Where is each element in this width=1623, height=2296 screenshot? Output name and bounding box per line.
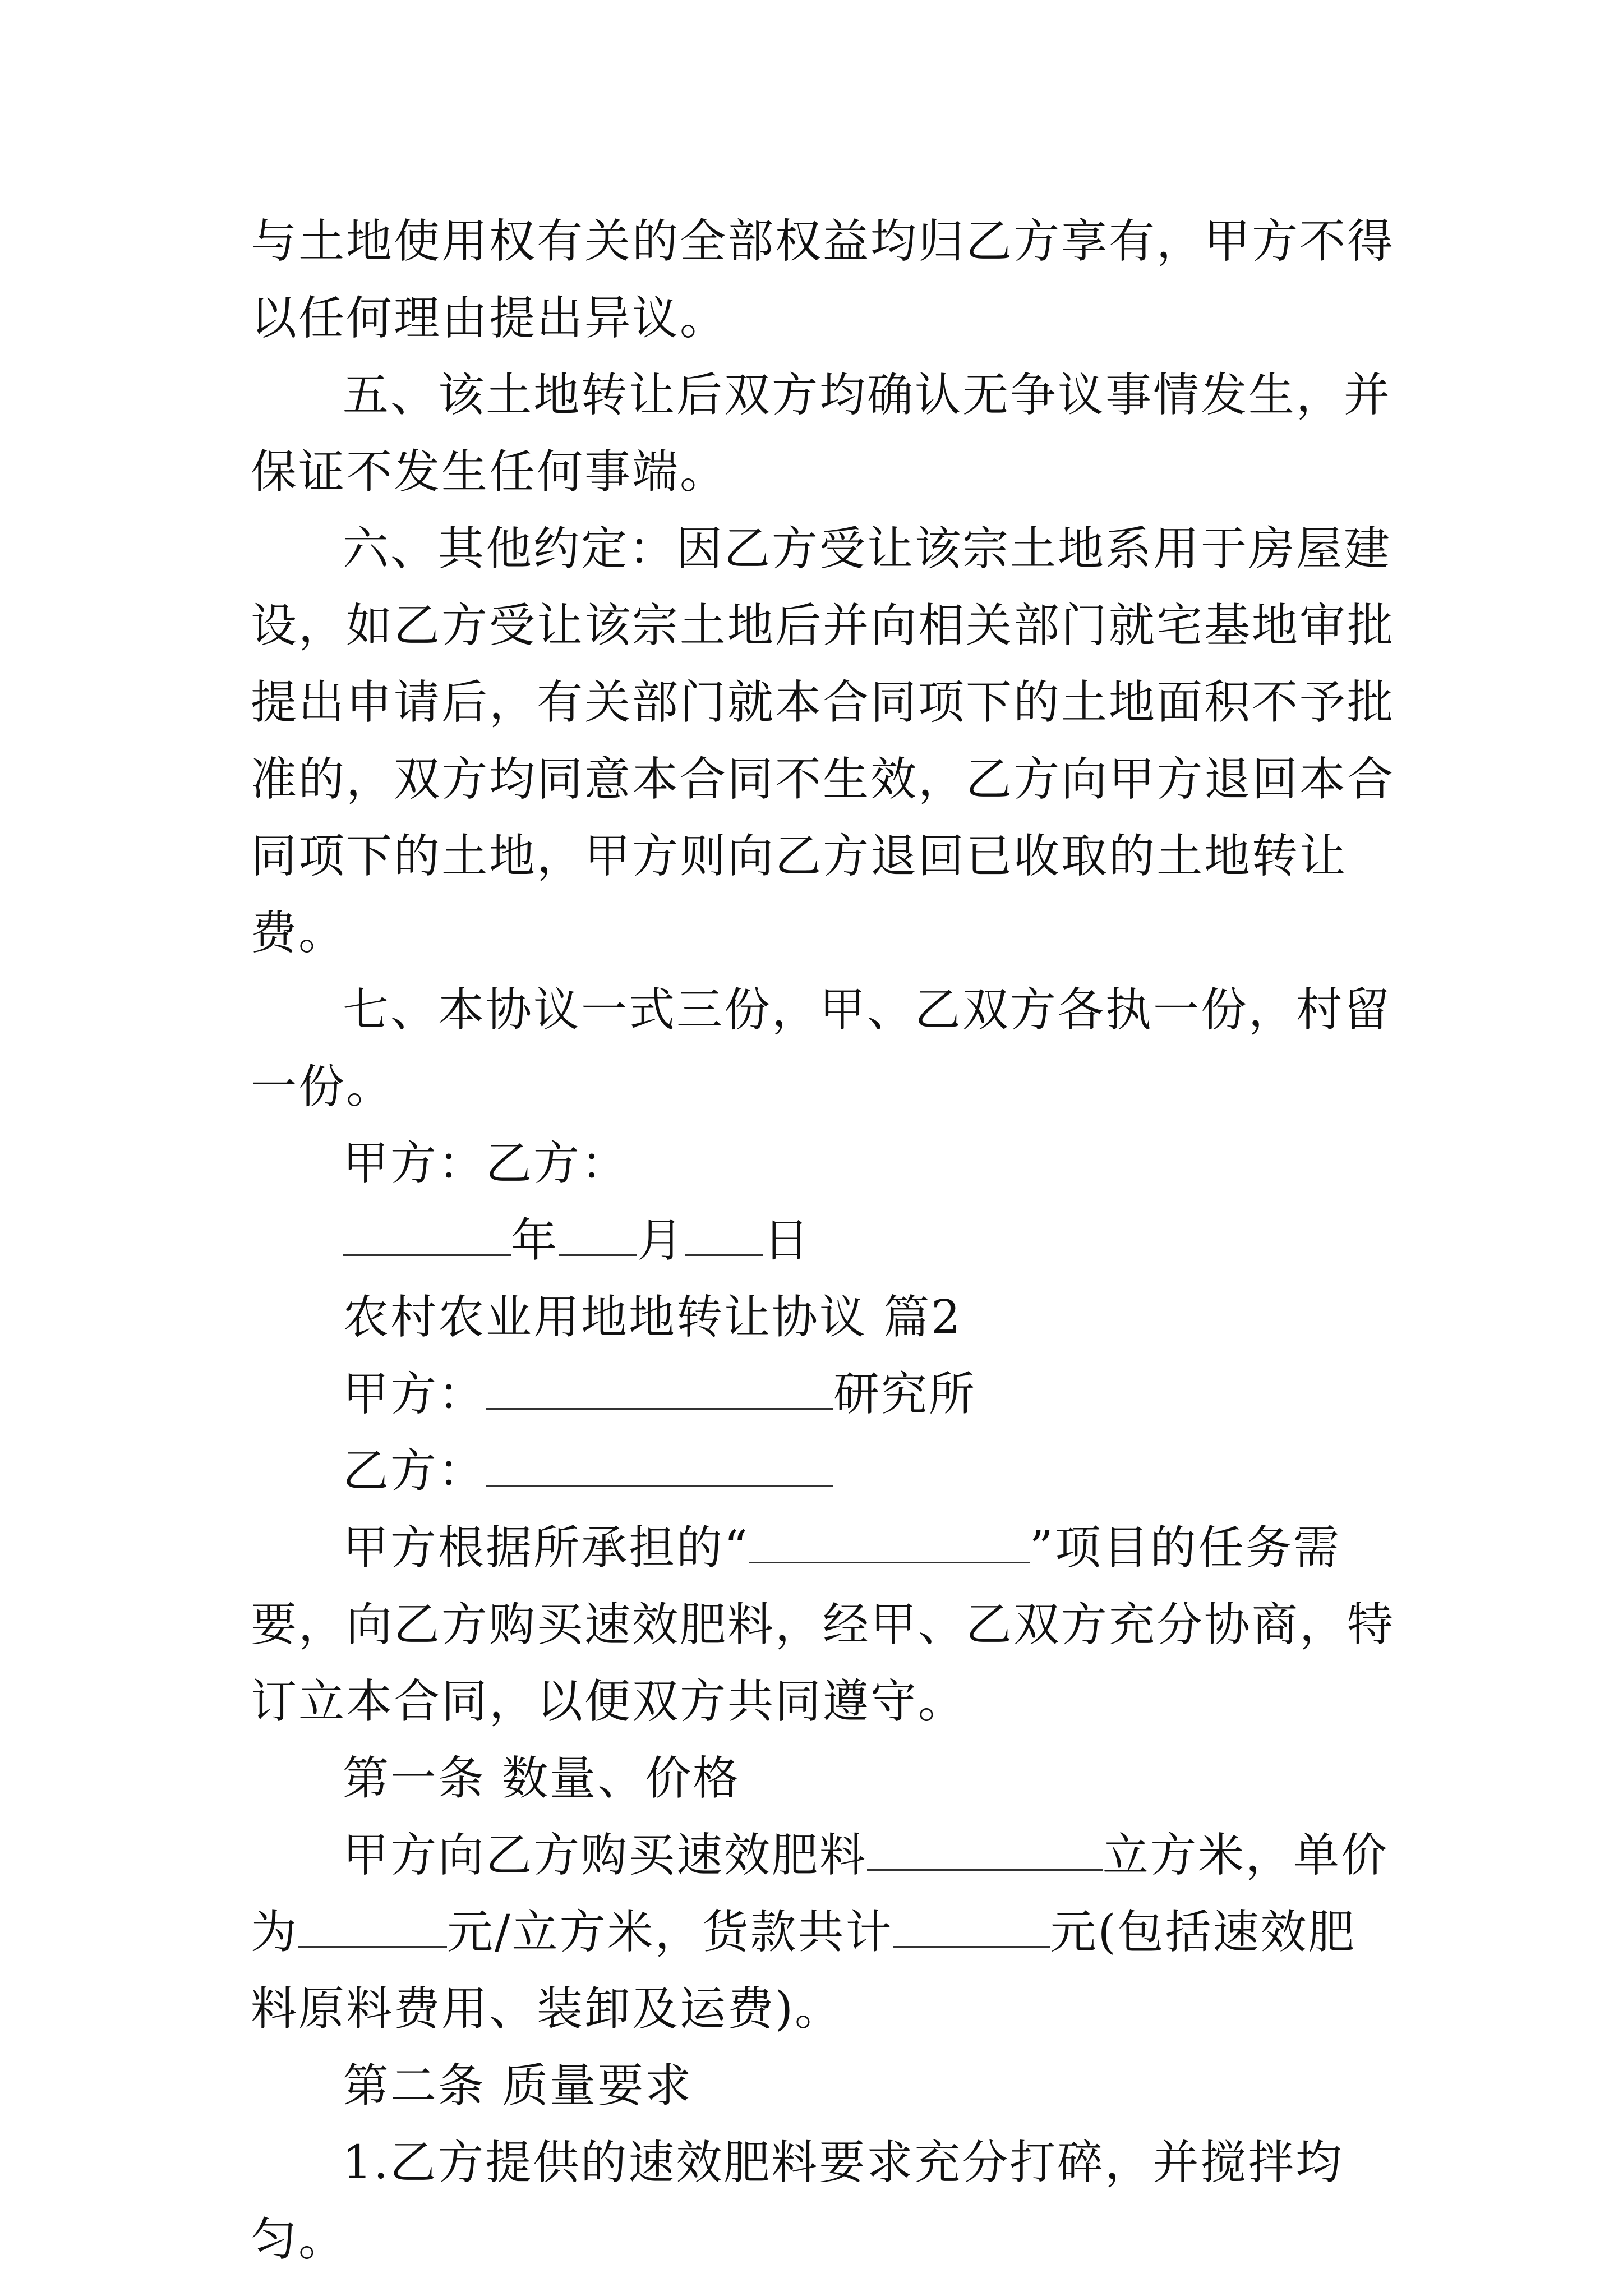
unit-price-blank [298,1907,447,1948]
total-blank [893,1907,1050,1948]
intro-start: 甲方根据所承担的“ [343,1521,749,1575]
day-label: 日 [763,1214,811,1267]
article-2-heading: 第二条 质量要求 [343,2059,693,2113]
paragraph-intro [251,1510,1395,1740]
signature-line: 甲方：乙方： [343,1137,629,1190]
quantity-blank [867,1830,1103,1871]
month-blank [559,1215,637,1256]
qty-start: 甲方向乙方购买速效肥料 [343,1829,868,1882]
document-body [251,203,1395,2278]
qty-unit: 立方米，单价为 [251,1829,1389,1959]
paragraph-clause-7: 七、本协议一式三份，甲、乙双方各执一份，村留一份。 [251,983,1392,1114]
party-a-blank [486,1369,833,1410]
date-line [251,1202,1395,1279]
quality-item-1: 1.乙方提供的速效肥料要求充分打碎，并搅拌均匀。 [251,2136,1344,2266]
party-b-label: 乙方： [343,1444,486,1498]
party-b-line [251,1433,1395,1510]
party-a-suffix: 研究所 [833,1368,977,1421]
project-blank [749,1522,1030,1563]
year-blank [343,1215,511,1256]
year-label: 年 [511,1214,559,1267]
article-1-heading: 第一条 数量、价格 [343,1752,741,1805]
intro-end: ”项目的任务需要，向乙方购买速效肥料，经甲、乙双方充分协商，特订立本合同，以便双方共同遵守。 [251,1521,1395,1728]
total-end: 元(包括速效肥料原料费用、装卸及运费)。 [251,1906,1356,2036]
paragraph-clause-5: 五、该土地转让后双方均确认无争议事情发生，并保证不发生任何事端。 [251,369,1392,499]
section-heading: 农村农业用地地转让协议 篇2 [343,1291,962,1344]
party-b-blank [486,1446,833,1487]
month-label: 月 [637,1214,685,1267]
paragraph-quantity-price [251,1817,1395,2047]
party-a-line [251,1356,1395,1433]
paragraph-rights: 与土地使用权有关的全部权益均归乙方享有，甲方不得以任何理由提出异议。 [251,215,1395,345]
paragraph-clause-6: 六、其他约定：因乙方受让该宗土地系用于房屋建设，如乙方受让该宗土地后并向相关部门就宅基地审批提出申请后，有关部门就本合同项下的土地面积不予批准的，双方均同意本合同不生效，乙方向甲方退回本合同项下的土地，甲方则向乙方退回已收取的土地转让费。 [251,522,1395,960]
price-unit: 元/立方米，货款共计 [447,1906,893,1959]
party-a-label: 甲方： [343,1368,486,1421]
day-blank [685,1215,763,1256]
